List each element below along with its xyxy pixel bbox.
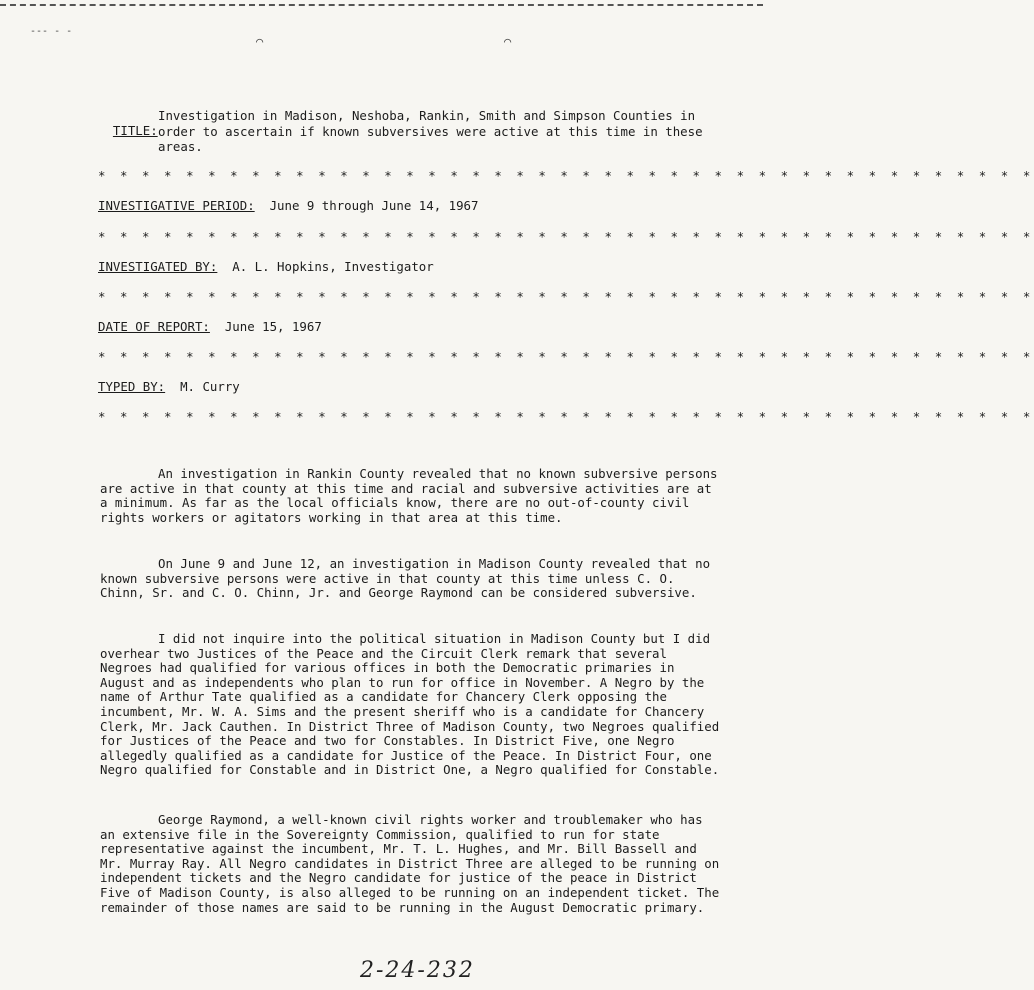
title-label bbox=[98, 108, 158, 138]
date-label: DATE OF REPORT: bbox=[98, 319, 210, 334]
separator: * * * * * * * * * * * * * * * * * * * * * * * * * * * * * * * * * * * * * * * * * * * bbox=[98, 229, 1034, 244]
separator: * * * * * * * * * * * * * * * * * * * * * * * * * * * * * * * * * * * * * * * * * * * bbox=[98, 349, 1034, 364]
paragraph-2 bbox=[100, 557, 720, 601]
period-value: June 9 through June 14, 1967 bbox=[269, 198, 479, 213]
scan-mark: ⌒ bbox=[256, 34, 264, 48]
handwritten-page-number: 2-24-232 bbox=[360, 958, 475, 983]
page-top-border bbox=[0, 4, 763, 6]
date-value: June 15, 1967 bbox=[224, 319, 322, 334]
paragraph-1 bbox=[100, 467, 720, 525]
paragraph-4-text: George Raymond, a well-known civil rights worker and troublemaker who has an extensive file in the Sovereignty Commission, qualified to run for state representative against the incumbent, Mr. T. L. Hughes, and Mr. Bill Bassell and Mr. Murray Ray. All Negro candidates in District Three are alleged to be running on independent tickets and the Negro candidate for justice of the peace in District Five of Madison County, is also alleged to be running on an independent ticket. The remainder of those names are said to be running in the August Democratic primary. bbox=[100, 812, 720, 915]
separator: * * * * * * * * * * * * * * * * * * * * * * * * * * * * * * * * * * * * * * * * * * * bbox=[98, 289, 1034, 304]
scan-mark: ⌒ bbox=[504, 34, 512, 48]
period-label: INVESTIGATIVE PERIOD: bbox=[98, 198, 255, 213]
investigated-by bbox=[98, 259, 434, 274]
paragraph-3 bbox=[100, 632, 720, 778]
typed-label: TYPED BY: bbox=[98, 379, 166, 394]
typed-value: M. Curry bbox=[180, 379, 240, 394]
title-label-text: TITLE: bbox=[112, 123, 158, 138]
scan-mark: ‐‐‐ ‐ ‐ bbox=[30, 26, 73, 37]
paragraph-3-text: I did not inquire into the political situation in Madison County but I did overhear two Justices of the Peace and the Circuit Clerk remark that several Negroes had qualified for various offices in both the Democratic primaries in August and as independents who plan to run for office in November. A Negro by the name of Arthur Tate qualified as a candidate for Chancery Clerk opposing the incumbent, Mr. W. A. Sims and the present sheriff who is a candidate for Chancery Clerk, Mr. Jack Cauthen. In District Three of Madison County, two Negroes qualified for Justices of the Peace and two for Constables. In District Five, one Negro allegedly qualified as a candidate for Justice of the Peace. In District Four, one Negro qualified for Constable and in District One, a Negro qualified for Constable. bbox=[100, 631, 720, 778]
investigator-value: A. L. Hopkins, Investigator bbox=[232, 259, 434, 274]
investigative-period bbox=[98, 198, 478, 213]
typed-by bbox=[98, 379, 240, 394]
paragraph-1-text: An investigation in Rankin County revealed that no known subversive persons are active in that county at this time and racial and subversive activities are at a minimum. As far as the local officials know, there are no out-of-county civil rights workers or agitators working in that area at this time. bbox=[100, 466, 718, 525]
paragraph-4 bbox=[100, 813, 720, 915]
separator: * * * * * * * * * * * * * * * * * * * * * * * * * * * * * * * * * * * * * * * * * * * bbox=[98, 409, 1034, 424]
paragraph-2-text: On June 9 and June 12, an investigation in Madison County revealed that no known subversive persons were active in that county at this time unless C. O. Chinn, Sr. and C. O. Chinn, Jr. and George Raymond can be considered subversive. bbox=[100, 556, 711, 601]
date-of-report bbox=[98, 319, 322, 334]
separator: * * * * * * * * * * * * * * * * * * * * * * * * * * * * * * * * * * * * * * * * * * * bbox=[98, 168, 1034, 183]
investigator-label: INVESTIGATED BY: bbox=[98, 259, 218, 274]
report-title: Investigation in Madison, Neshoba, Rankin, Smith and Simpson Counties in order to ascertain if known subversives were active at this time in these areas. bbox=[158, 108, 703, 154]
